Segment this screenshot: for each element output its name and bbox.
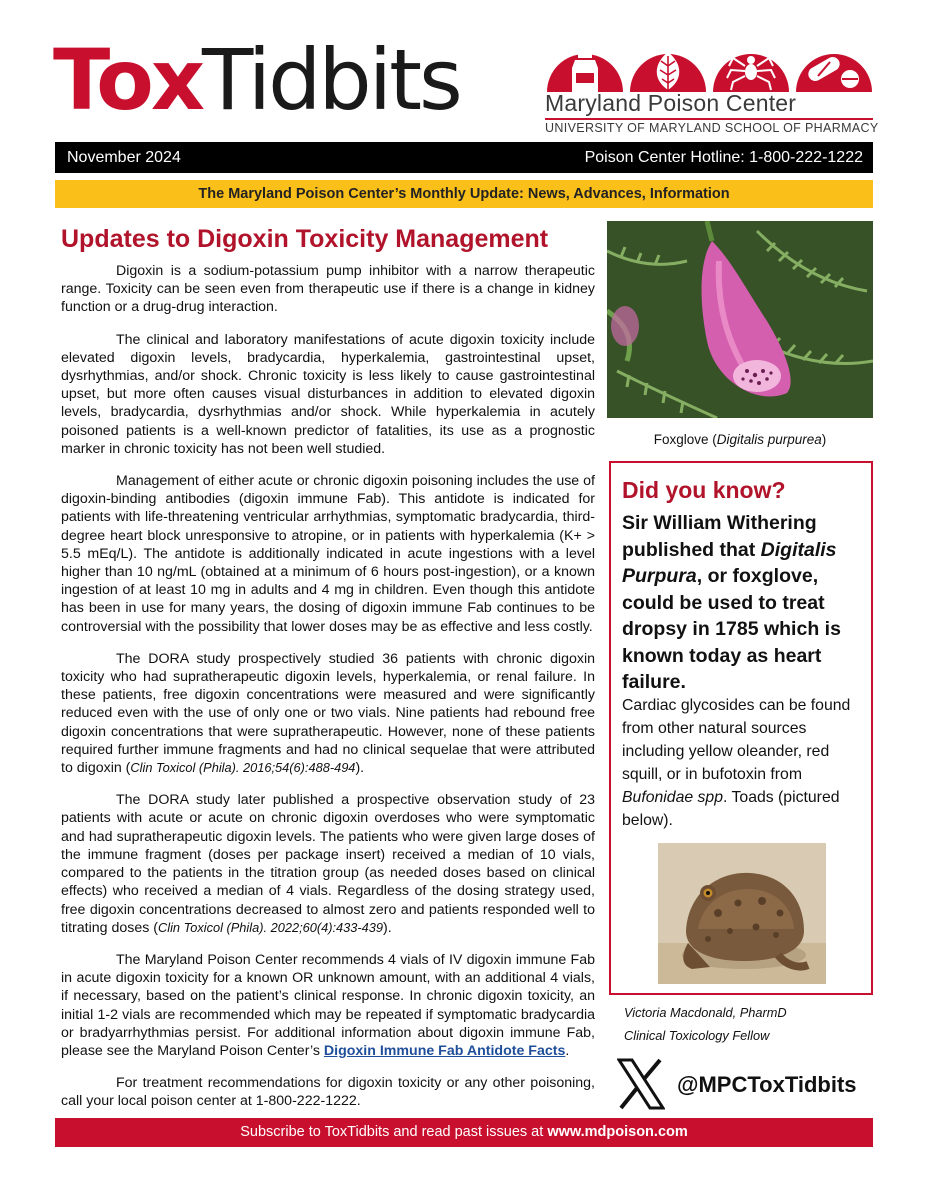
caption-text: )	[821, 432, 827, 447]
website-link[interactable]: www.mdpoison.com	[547, 1124, 688, 1140]
article-paragraph	[61, 951, 595, 1060]
paragraph-text: ).	[383, 919, 392, 936]
newsletter-title	[53, 31, 460, 129]
poison-center-logo-icons	[545, 46, 873, 92]
antidote-facts-link[interactable]: Digoxin Immune Fab Antidote Facts	[323, 1042, 566, 1059]
poison-center-name: Maryland Poison Center	[545, 90, 797, 116]
school-name: UNIVERSITY OF MARYLAND SCHOOL OF PHARMACY	[545, 121, 879, 135]
caption-species: Digitalis purpurea	[716, 432, 822, 447]
did-you-know-body	[622, 694, 862, 832]
tagline-banner: The Maryland Poison Center’s Monthly Update: News, Advances, Information	[55, 180, 873, 208]
fact-text: Sir William Withering published that	[622, 512, 817, 561]
hotline-number: Poison Center Hotline: 1-800-222-1222	[584, 149, 863, 166]
title-tox: Tox	[53, 31, 203, 129]
article-paragraph: The clinical and laboratory manifestations of acute digoxin toxicity include elevated digoxin levels, bradycardia, hyperkalemia, gastrointestinal upset, dysrhythmias, and/or shock. Chronic toxicity is less likely to cause gastrointestinal upset, but more often causes visual disturbances in addition to elevated digoxin levels, bradycardia, dysrhythmias and/or shock. While hyperkalemia in acutely poisoned patients is a well-known predictor of fatalities, its use as a prognostic marker in chronic toxicity has not been well studied.	[61, 331, 595, 457]
citation: Clin Toxicol (Phila). 2022;60(4):433-439	[158, 919, 384, 935]
citation: Clin Toxicol (Phila). 2016;54(6):488-494	[130, 760, 356, 776]
title-tidbits: Tidbits	[202, 31, 460, 129]
foxglove-photo	[607, 221, 873, 418]
paragraph-text: The DORA study later published a prospective observation study of 23 patients with acute or acute on chronic digoxin overdoses who were symptomatic and had supratherapeutic digoxin levels. The patients who were given large doses of the immune fragment (doses per package insert) received a median of 10 vials, compared to the patients in the titration group (as needed doses based on clinical effects) who received a median of 4 vials. Regardless of the dosing strategy used, free digoxin concentrations decreased to almost zero and patients responded well to titrating doses (	[61, 792, 595, 936]
author-credit	[624, 1001, 787, 1047]
did-you-know-fact	[622, 510, 867, 696]
article-body	[61, 262, 595, 1111]
paragraph-text: The Maryland Poison Center recommends 4 vials of IV digoxin immune Fab in acute digoxin toxicity for a known OR unknown amount, with an additional 4 vials, if necessary, based on the patient’s clinical response. In chronic digoxin toxicity, an initial 1-2 vials are recommended which may be repeated if symptomatic bradycardia or bradyarrhythmias persist. For additional information about digoxin immune Fab, please see the Maryland Poison Center’s	[61, 951, 595, 1059]
body-species: Bufonidae spp	[622, 789, 724, 806]
x-logo-icon[interactable]	[617, 1058, 665, 1110]
article-paragraph	[61, 650, 595, 777]
article-paragraph	[61, 791, 595, 937]
logo-divider	[545, 118, 873, 120]
paragraph-text: ).	[355, 760, 365, 777]
author-name: Victoria Macdonald, PharmD	[624, 1005, 787, 1020]
foxglove-caption	[607, 432, 873, 447]
body-text: . Toads (pictured below).	[622, 789, 840, 829]
article-paragraph: For treatment recommendations for digoxin toxicity or any other poisoning, call your local poison center at 1-800-222-1222.	[61, 1075, 595, 1110]
body-text: Cardiac glycosides can be found from other natural sources including yellow oleander, red squill, or in bufotoxin from	[622, 697, 851, 783]
author-title: Clinical Toxicology Fellow	[624, 1028, 770, 1043]
date-hotline-bar	[55, 142, 873, 173]
social-handle[interactable]: @MPCToxTidbits	[677, 1072, 857, 1097]
footer-text: Subscribe to ToxTidbits and read past issues at	[240, 1124, 548, 1140]
toad-photo	[658, 843, 826, 984]
article-paragraph: Digoxin is a sodium-potassium pump inhibitor with a narrow therapeutic range. Toxicity can be seen even from therapeutic use if there is a change in kidney function or a drug-drug interaction.	[61, 263, 595, 316]
caption-text: Foxglove (	[653, 432, 717, 447]
fact-text: , or foxglove, could be used to treat dropsy in 1785 which is known today as heart failure.	[622, 565, 841, 693]
subscribe-footer	[55, 1118, 873, 1147]
fact-species: Digitalis Purpura	[622, 538, 837, 587]
article-title: Updates to Digoxin Toxicity Management	[61, 225, 549, 253]
article-paragraph: Management of either acute or chronic digoxin poisoning includes the use of digoxin-binding antibodies (digoxin immune Fab). This antidote is indicated for patients with life-threatening ventricular arrhythmias, symptomatic bradycardia, third-degree heart block unresponsive to atropine, or in patients with hyperkalemia (K+ > 5.5 mEq/L). The antidote is additionally indicated in acute ingestions with a level higher than 10 ng/mL (obtained at a minimum of 6 hours post-ingestion), or a known ingestion of at least 10 mg in adults and 4 mg in children. Even though this antidote has been in use for many years, the dosing of digoxin immune Fab continues to be controversial with the possibility that lower doses may be as effective and less costly.	[61, 473, 595, 635]
issue-date: November 2024	[67, 149, 181, 166]
paragraph-text: The DORA study prospectively studied 36 patients with chronic digoxin toxicity who had supratherapeutic digoxin levels, hyperkalemia, or renal failure. In these patients, free digoxin concentrations were measured and were significantly reduced even with the use of only one or two vials. Nine patients had rebound free digoxin concentrations that were supratherapeutic. However, none of these patients required further immune fragments and had no clinical sequelae that were attributed to digoxin (	[61, 650, 595, 777]
paragraph-text: .	[565, 1042, 570, 1059]
did-you-know-title: Did you know?	[622, 477, 786, 503]
